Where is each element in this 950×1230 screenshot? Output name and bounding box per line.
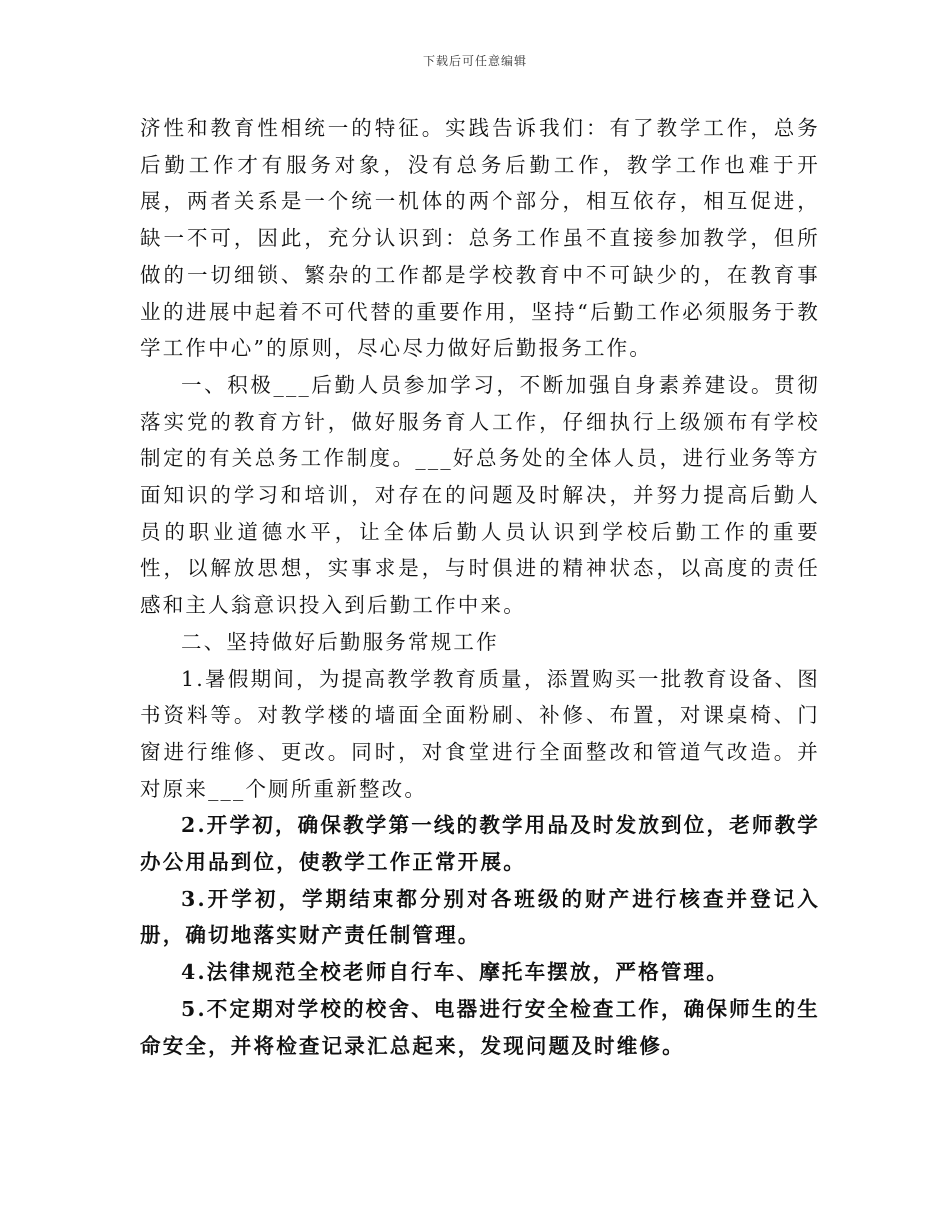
paragraph-section-1: 一、积极___后勤人员参加学习，不断加强自身素养建设。贯彻落实党的教育方针，做好服务育人工作，仔细执行上级颁布有学校制定的有关总务工作制度。___好总务处的全体人员，进行业务等方面知识的学习和培训，对存在的问题及时解决，并努力提高后勤人员的职业道德水平，让全体后勤人员认识到学校后勤工作的重要性，以解放思想，实事求是，与时俱进的精神状态，以高度的责任感和主人翁意识投入到后勤工作中来。 [140,372,820,618]
paragraph-intro: 济性和教育性相统一的特征。实践告诉我们：有了教学工作，总务后勤工作才有服务对象，没有总务后勤工作，教学工作也难于开展，两者关系是一个统一机体的两个部分，相互依存，相互促进，缺一不可，因此，充分认识到：总务工作虽不直接参加教学，但所做的一切细锁、繁杂的工作都是学校教育中不可缺少的，在教育事业的进展中起着不可代替的重要作用，坚持“后勤工作必须服务于教学工作中心”的原则，尽心尽力做好后勤报务工作。 [140,116,820,361]
list-item-3: 3.开学初，学期结束都分别对各班级的财产进行核查并登记入册，确切地落实财产责任制管理。 [140,886,820,948]
document-body [140,110,820,1064]
section-heading-2: 二、坚持做好后勤服务常规工作 [181,629,499,654]
page-header: 下载后可任意编辑 [422,54,527,68]
list-item-2: 2.开学初，确保教学第一线的教学用品及时发放到位，老师教学办公用品到位，使教学工作正常开展。 [140,813,820,875]
list-item-5: 5.不定期对学校的校舍、电器进行安全检查工作，确保师生的生命安全，并将检查记录汇总起来，发现问题及时维修。 [140,996,820,1058]
list-item-4: 4.法律规范全校老师自行车、摩托车摆放，严格管理。 [181,960,729,985]
list-item-1: 1.暑假期间，为提高教学教育质量，添置购买一批教育设备、图书资料等。对教学楼的墙面全面粉刷、补修、布置，对课桌椅、门窗进行维修、更改。同时，对食堂进行全面整改和管道气改造。并对原来___个厕所重新整改。 [140,666,820,801]
